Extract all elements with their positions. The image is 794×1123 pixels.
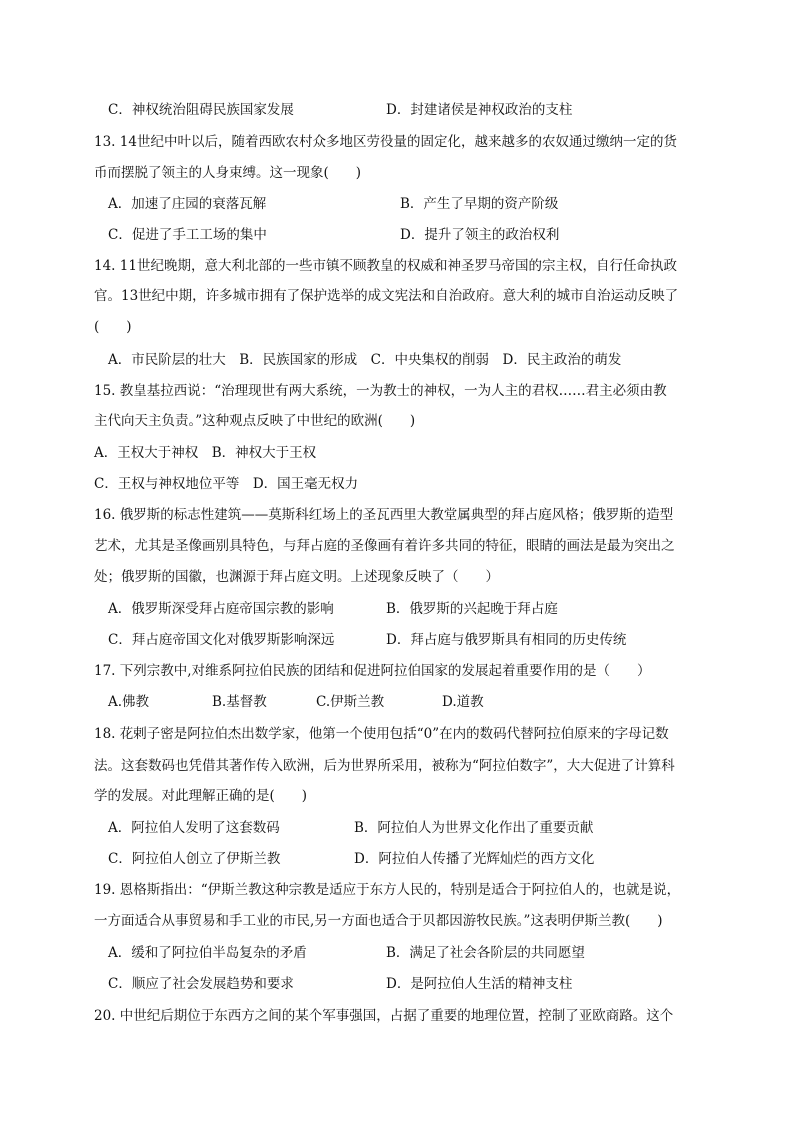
q19-option-b: B．满足了社会各阶层的共同愿望 <box>386 945 585 961</box>
q13-option-a: A．加速了庄园的衰落瓦解 <box>108 196 267 212</box>
q19-stem-line-2: 一方面适合从事贸易和手工业的市民,另一方面也适合于贝都因游牧民族。”这表明伊斯兰教( ) <box>94 913 663 929</box>
q13-option-b: B．产生了早期的资产阶级 <box>400 196 559 212</box>
q19-option-d: D．是阿拉伯人生活的精神支柱 <box>386 976 573 992</box>
q19-option-c: C．顺应了社会发展趋势和要求 <box>108 976 294 992</box>
q19-stem-line-1: 19. 恩格斯指出：“伊斯兰教这种宗教是适应于东方人民的，特别是适合于阿拉伯人的，也就是说， <box>94 882 681 898</box>
q19-option-a: A．缓和了阿拉伯半岛复杂的矛盾 <box>108 945 307 961</box>
q17-option-d: D.道教 <box>442 694 484 710</box>
q16-option-a: A．俄罗斯深受拜占庭帝国宗教的影响 <box>108 601 334 617</box>
q18-option-c: C．阿拉伯人创立了伊斯兰教 <box>108 851 281 867</box>
q18-option-d: D．阿拉伯人传播了光辉灿烂的西方文化 <box>354 851 595 867</box>
q12-option-c: C．神权统治阻碍民族国家发展 <box>108 102 294 118</box>
q18-option-b: B．阿拉伯人为世界文化作出了重要贡献 <box>354 820 594 836</box>
q13-stem-line-1: 13. 14世纪中叶以后，随着西欧农村众多地区劳役量的固定化，越来越多的农奴通过缴纳一定的货 <box>94 134 677 150</box>
q16-stem-line-2: 艺术，尤其是圣像画别具特色，与拜占庭的圣像画有着许多共同的特征，眼睛的画法是最为突出之 <box>94 538 675 554</box>
q12-option-d: D．封建诸侯是神权政治的支柱 <box>386 102 573 118</box>
q17-option-a: A.佛教 <box>108 694 150 710</box>
q17-option-c: C.伊斯兰教 <box>316 694 385 710</box>
q15-options-cd: C．王权与神权地位平等 D．国王毫无权力 <box>94 476 359 492</box>
q16-option-b: B．俄罗斯的兴起晚于拜占庭 <box>386 601 558 617</box>
q18-option-a: A．阿拉伯人发明了这套数码 <box>108 820 280 836</box>
q13-option-d: D．提升了领主的政治权利 <box>400 227 560 243</box>
q18-stem-line-1: 18. 花剌子密是阿拉伯杰出数学家，他第一个使用包括“0”在内的数码代替阿拉伯原来的字母记数 <box>94 726 669 742</box>
q14-stem-line-2: 官。13世纪中期，许多城市拥有了保护选举的成文宪法和自治政府。意大利的城市自治运动反映了 <box>94 288 679 304</box>
q16-option-c: C．拜占庭帝国文化对俄罗斯影响深远 <box>108 632 335 648</box>
q15-options-ab: A．王权大于神权 B．神权大于王权 <box>94 445 317 461</box>
q18-stem-line-2: 法。这套数码也凭借其著作传入欧洲，后为世界所采用，被称为“阿拉伯数字”，大大促进了计算科 <box>94 758 675 774</box>
q13-stem-line-2: 币而摆脱了领主的人身束缚。这一现象( ) <box>94 165 362 181</box>
q14-stem-line-3: ( ) <box>94 319 132 335</box>
q20-stem-line-1: 20. 中世纪后期位于东西方之间的某个军事强国，占据了重要的地理位置，控制了亚欧商路。这个 <box>94 1008 674 1024</box>
q18-stem-line-3: 学的发展。对此理解正确的是( ) <box>94 788 308 804</box>
q16-option-d: D．拜占庭与俄罗斯具有相同的历史传统 <box>386 632 627 648</box>
q17-option-b: B.基督教 <box>212 694 267 710</box>
q17-stem-line-1: 17. 下列宗教中,对维系阿拉伯民族的团结和促进阿拉伯国家的发展起着重要作用的是（ ） <box>94 663 651 679</box>
q15-stem-line-2: 主代向天主负责。”这种观点反映了中世纪的欧洲( ) <box>94 413 416 429</box>
q13-option-c: C．促进了手工工场的集中 <box>108 227 267 243</box>
q14-stem-line-1: 14. 11世纪晚期，意大利北部的一些市镇不顾教皇的权威和神圣罗马帝国的宗主权，自行任命执政 <box>94 258 677 274</box>
q16-stem-line-3: 处；俄罗斯的国徽，也渊源于拜占庭文明。上述现象反映了（ ） <box>94 569 499 585</box>
q16-stem-line-1: 16. 俄罗斯的标志性建筑——莫斯科红场上的圣瓦西里大教堂属典型的拜占庭风格；俄罗斯的造型 <box>94 507 674 523</box>
q15-stem-line-1: 15. 教皇基拉西说：“治理现世有两大系统，一为教士的神权，一为人主的君权……君主必须由教 <box>94 383 667 399</box>
q14-options: A．市民阶层的壮大 B．民族国家的形成 C．中央集权的削弱 D．民主政治的萌发 <box>108 352 622 368</box>
